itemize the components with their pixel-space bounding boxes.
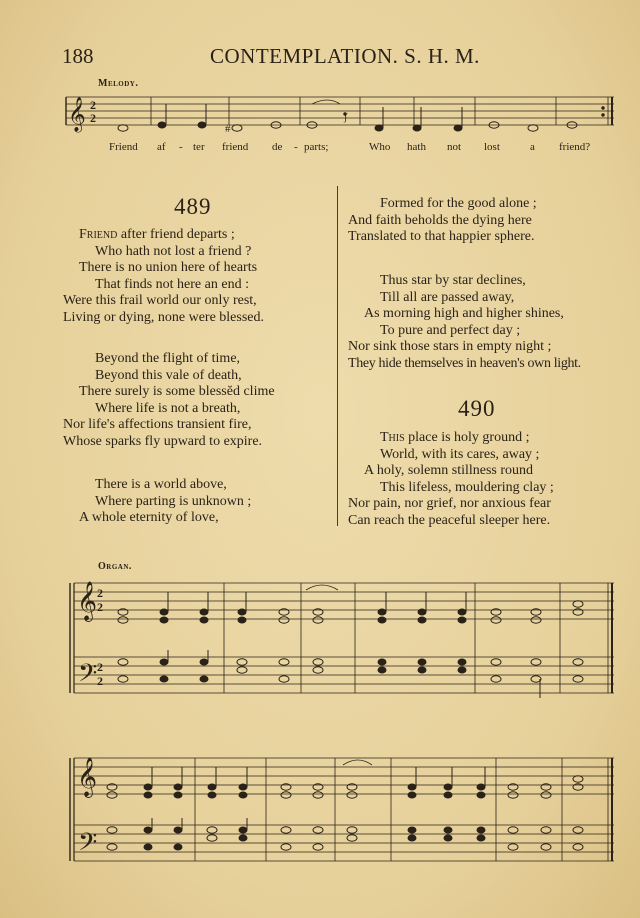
lyric-syllable: Who <box>369 141 391 153</box>
stanza-line: That finds not here an end : <box>95 276 249 292</box>
hymn-489-stanza-1 <box>63 227 264 326</box>
stanza-line: A holy, solemn stillness round <box>364 463 534 478</box>
stanza-line: Who hath not lost a friend ? <box>95 243 252 259</box>
svg-text:2: 2 <box>90 111 96 125</box>
melody-label: Melody. <box>98 78 139 89</box>
stanza-line: There is no union here of hearts <box>79 260 258 275</box>
lyric-syllable: parts; <box>304 141 329 153</box>
page-number: 188 <box>62 44 94 68</box>
lyric-syllable: ter <box>193 141 205 153</box>
stanza-line: World, with its cares, away ; <box>380 446 540 462</box>
lyric-syllable: a <box>530 141 535 153</box>
stanza-first-word: Friend <box>79 227 118 242</box>
treble-clef-icon: 𝄞 <box>77 581 98 621</box>
stanza-line: Translated to that happier sphere. <box>348 229 535 244</box>
lyric-syllable: de <box>272 141 283 153</box>
svg-text:2: 2 <box>97 600 103 614</box>
svg-text:2: 2 <box>97 660 103 674</box>
treble-clef-icon: 𝄞 <box>77 757 98 797</box>
stanza-line: Can reach the peaceful sleeper here. <box>348 512 551 528</box>
hymn-number-489: 489 <box>174 194 212 219</box>
stanza-line: Living or dying, none were blessed. <box>63 309 265 325</box>
stanza-line: Beyond the flight of time, <box>95 351 241 366</box>
organ-notes-2 <box>77 757 583 863</box>
stanza-line: Thus star by star declines, <box>380 273 526 288</box>
column-divider <box>337 186 338 526</box>
hymn-489-stanza-3-part-1 <box>63 477 251 527</box>
stanza-line: A whole eternity of love, <box>79 510 219 525</box>
stanza-line: And faith beholds the dying here <box>348 212 532 228</box>
stanza-line: place is holy ground ; <box>404 430 530 445</box>
melody-staff <box>66 97 614 125</box>
stanza-line: after friend departs ; <box>117 227 235 242</box>
stanza-line: Whose sparks fly upward to expire. <box>63 433 263 449</box>
lyric-syllable: friend? <box>559 141 591 153</box>
stanza-line: This lifeless, mouldering clay ; <box>380 479 554 495</box>
stanza-line: They hide themselves in heaven's own light. <box>348 355 581 371</box>
bass-clef-icon: 𝄢 <box>78 659 98 694</box>
organ-label: Organ. <box>98 561 132 572</box>
lyric-syllable: af <box>157 141 166 153</box>
stanza-line: Till all are passed away, <box>380 289 515 305</box>
stanza-line: Nor pain, nor grief, nor anxious fear <box>348 496 551 511</box>
stanza-line: Nor sink those stars in empty night ; <box>348 339 552 354</box>
svg-text:2: 2 <box>90 98 96 112</box>
hymn-489-stanza-4 <box>348 273 581 372</box>
hymn-489-stanza-3-part-2 <box>348 196 537 246</box>
stanza-line: Nor life's affections transient fire, <box>63 417 252 432</box>
organ-notes-1 <box>77 581 583 698</box>
lyric-syllable: - <box>179 141 183 153</box>
stanza-line: Formed for the good alone ; <box>380 196 537 211</box>
stanza-line: As morning high and higher shines, <box>364 306 564 321</box>
bass-clef-icon: 𝄢 <box>78 828 98 863</box>
stanza-line: Were this frail world our only rest, <box>63 293 257 308</box>
lyric-syllable: not <box>447 141 462 153</box>
stanza-line: Where life is not a breath, <box>95 400 241 416</box>
lyric-syllable: - <box>294 141 298 153</box>
stanza-line: To pure and perfect day ; <box>380 322 521 338</box>
stanza-line: There surely is some blessĕd clime <box>79 384 275 399</box>
stanza-line: There is a world above, <box>95 477 227 492</box>
stanza-line: Where parting is unknown ; <box>95 493 252 509</box>
melody-lyrics <box>100 141 620 157</box>
hymn-490-stanza-1 <box>348 430 554 529</box>
svg-text:2: 2 <box>97 674 103 688</box>
lyric-syllable: Friend <box>109 141 138 153</box>
stanza-line: Beyond this vale of death, <box>95 367 242 383</box>
svg-text:#: # <box>225 123 231 135</box>
page-title: CONTEMPLATION. S. H. M. <box>210 44 480 68</box>
hymn-489-stanza-2 <box>63 351 275 450</box>
svg-text:2: 2 <box>97 586 103 600</box>
hymn-number-490: 490 <box>458 396 496 421</box>
lyric-syllable: lost <box>484 141 500 153</box>
stanza-first-word: This <box>380 430 405 445</box>
treble-clef-icon: 𝄞 <box>68 97 86 132</box>
lyric-syllable: friend <box>222 141 249 153</box>
svg-text:ʃ: ʃ <box>344 112 348 123</box>
melody-notes <box>68 97 604 135</box>
lyric-syllable: hath <box>407 141 426 153</box>
